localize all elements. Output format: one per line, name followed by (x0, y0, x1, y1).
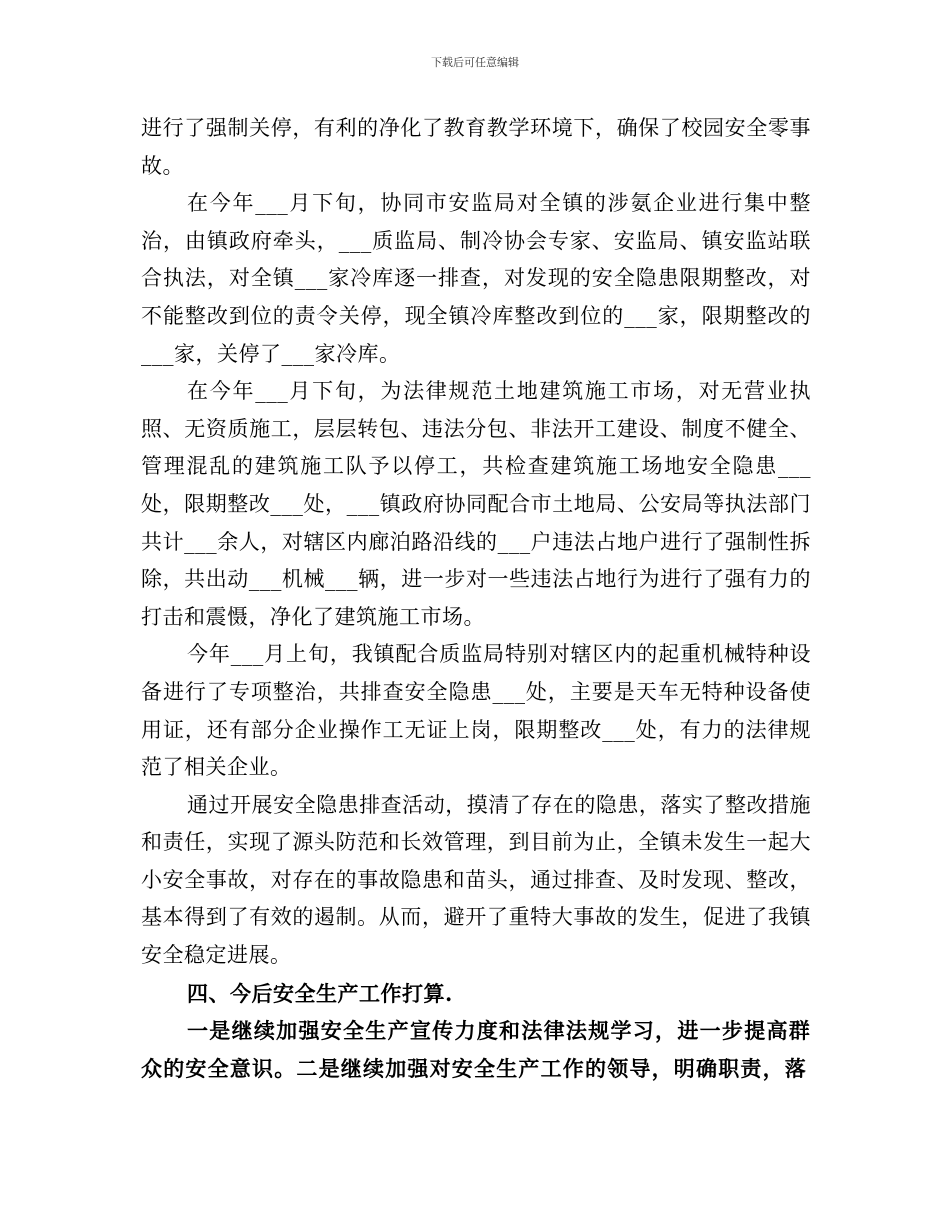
paragraph-construction-market: 在今年___月下旬，为法律规范土地建筑施工市场，对无营业执照、无资质施工，层层转包、违法分包、非法开工建设、制度不健全、管理混乱的建筑施工队予以停工，共检查建筑施工场地安全隐患___处，限期整改___处，___镇政府协同配合市土地局、公安局等执法部门共计___余人，对辖区内廊泊路沿线的___户违法占地户进行了强制性拆除，共出动___机械___辆，进一步对一些违法占地行为进行了强有力的打击和震慑，净化了建筑施工市场。 (141, 379, 811, 629)
section-heading: 四、今后安全生产工作打算. (187, 980, 453, 1006)
paragraph-hazard-inspection-summary: 通过开展安全隐患排查活动，摸清了存在的隐患，落实了整改措施和责任，实现了源头防范和长效管理，到目前为止，全镇未发生一起大小安全事故，对存在的事故隐患和苗头，通过排查、及时发现、整改，基本得到了有效的遏制。从而，避开了重特大事故的发生，促进了我镇安全稳定进展。 (141, 792, 811, 968)
page-header: 下载后可任意编辑 (431, 56, 519, 69)
paragraph-continuation: 进行了强制关停，有利的净化了教育教学环境下，确保了校园安全零事故。 (141, 116, 811, 178)
paragraph-future-plans: 一是继续加强安全生产宣传力度和法律法规学习，进一步提高群众的安全意识。二是继续加强对安全生产工作的领导，明确职责，落 (141, 1018, 811, 1081)
paragraph-ammonia-rectification: 在今年___月下旬，协同市安监局对全镇的涉氨企业进行集中整治，由镇政府牵头，___质监局、制冷协会专家、安监局、镇安监站联合执法，对全镇___家冷库逐一排查，对发现的安全隐患限期整改，对不能整改到位的责令关停，现全镇冷库整改到位的___家，限期整改的___家，关停了___家冷库。 (141, 191, 811, 366)
paragraph-lifting-machinery: 今年___月上旬，我镇配合质监局特别对辖区内的起重机械特种设备进行了专项整治，共排查安全隐患___处，主要是天车无特种设备使用证，还有部分企业操作工无证上岗，限期整改___处，有力的法律规范了相关企业。 (141, 642, 811, 780)
document-body (141, 110, 811, 1087)
